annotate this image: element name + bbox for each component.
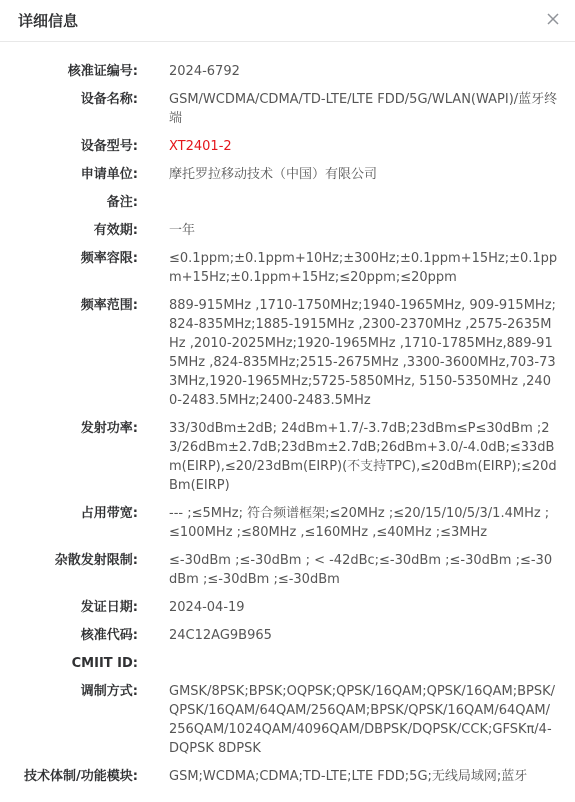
field-label: 设备名称: xyxy=(80,92,138,107)
field-value xyxy=(169,193,558,212)
field-applicant xyxy=(0,165,575,184)
field-value-highlighted: XT2401-2 xyxy=(169,139,232,154)
field-label: 调制方式: xyxy=(80,684,138,699)
field-label: 备注: xyxy=(106,195,138,210)
field-label: 有效期: xyxy=(93,223,138,238)
field-value: ≤-30dBm ;≤-30dBm ; < -42dBc;≤-30dBm ;≤-30dBm ;≤-30dBm ;≤-30dBm ;≤-30dBm xyxy=(169,553,553,587)
field-label: 发证日期: xyxy=(80,600,138,615)
field-label: 频率容限: xyxy=(80,251,138,266)
field-spurious-emission xyxy=(0,551,575,589)
field-value xyxy=(169,654,558,673)
field-label: 核准证编号: xyxy=(67,64,138,79)
close-icon[interactable] xyxy=(545,11,561,27)
field-frequency-tolerance xyxy=(0,249,575,287)
field-approval-code xyxy=(0,626,575,645)
field-issue-date xyxy=(0,598,575,617)
field-value: 一年 xyxy=(169,223,196,238)
field-modulation xyxy=(0,682,575,758)
dialog-title: 详细信息 xyxy=(18,12,79,30)
field-value: GSM/WCDMA/CDMA/TD-LTE/LTE FDD/5G/WLAN(WAPI)/蓝牙终端 xyxy=(169,92,558,126)
field-value: GMSK/8PSK;BPSK;OQPSK;QPSK/16QAM;QPSK/16QAM;BPSK/QPSK/16QAM/64QAM/256QAM;BPSK/QPSK/16QAM/64QAM/256QAM/1024QAM/4096QAM/DBPSK/DQPSK/CCK;GFSKπ/4-DQPSK 8DPSK xyxy=(169,684,555,756)
field-label: 核准代码: xyxy=(80,628,138,643)
field-device-name xyxy=(0,90,575,128)
field-device-model xyxy=(0,137,575,156)
field-value: ≤0.1ppm;±0.1ppm+10Hz;±300Hz;±0.1ppm+15Hz;±0.1ppm+15Hz;±0.1ppm+15Hz;≤20ppm;≤20ppm xyxy=(169,251,558,285)
field-transmit-power xyxy=(0,419,575,495)
field-label: 申请单位: xyxy=(80,167,138,182)
field-label: 杂散发射限制: xyxy=(54,553,138,568)
field-value: --- ;≤5MHz; 符合频谱框架;≤20MHz ;≤20/15/10/5/3/1.4MHz ;≤100MHz ;≤80MHz ,≤160MHz ,≤40MHz ;≤3MHz xyxy=(169,506,550,540)
field-cmiit-id xyxy=(0,654,575,673)
field-validity xyxy=(0,221,575,240)
field-value: 2024-6792 xyxy=(169,64,240,79)
field-label: CMIIT ID: xyxy=(71,656,138,671)
dialog-header xyxy=(0,0,575,42)
field-label: 技术体制/功能模块: xyxy=(24,769,138,784)
field-value: 2024-04-19 xyxy=(169,600,245,615)
field-label: 频率范围: xyxy=(80,298,138,313)
field-value: 摩托罗拉移动技术（中国）有限公司 xyxy=(169,167,378,182)
field-label: 设备型号: xyxy=(80,139,138,154)
field-label: 占用带宽: xyxy=(80,506,138,521)
detail-list xyxy=(0,62,575,786)
field-value: 33/30dBm±2dB; 24dBm+1.7/-3.7dB;23dBm≤P≤30dBm ;23/26dBm±2.7dB;23dBm±2.7dB;26dBm+3.0/-4.0dB;≤33dBm(EIRP),≤20/23dBm(EIRP)(不支持TPC),≤20dBm(EIRP);≤20dBm(EIRP) xyxy=(169,421,557,493)
field-approval-number xyxy=(0,62,575,81)
field-bandwidth xyxy=(0,504,575,542)
field-value: 889-915MHz ,1710-1750MHz;1940-1965MHz, 909-915MHz;824-835MHz;1885-1915MHz ,2300-2370MHz ,2575-2635MHz ,2010-2025MHz;1920-1965MHz ,1710-1785MHz,889-915MHz ,824-835MHz;2515-2675MHz ,3300-3600MHz,703-733MHz,1920-1965MHz;5725-5850MHz, 5150-5350MHz ,2400-2483.5MHz;2400-2483.5MHz xyxy=(169,298,556,408)
field-label: 发射功率: xyxy=(80,421,138,436)
field-value: 24C12AG9B965 xyxy=(169,628,272,643)
field-remarks xyxy=(0,193,575,212)
field-frequency-range xyxy=(0,296,575,410)
field-value: GSM;WCDMA;CDMA;TD-LTE;LTE FDD;5G;无线局域网;蓝牙 xyxy=(169,769,528,784)
field-technology xyxy=(0,767,575,786)
